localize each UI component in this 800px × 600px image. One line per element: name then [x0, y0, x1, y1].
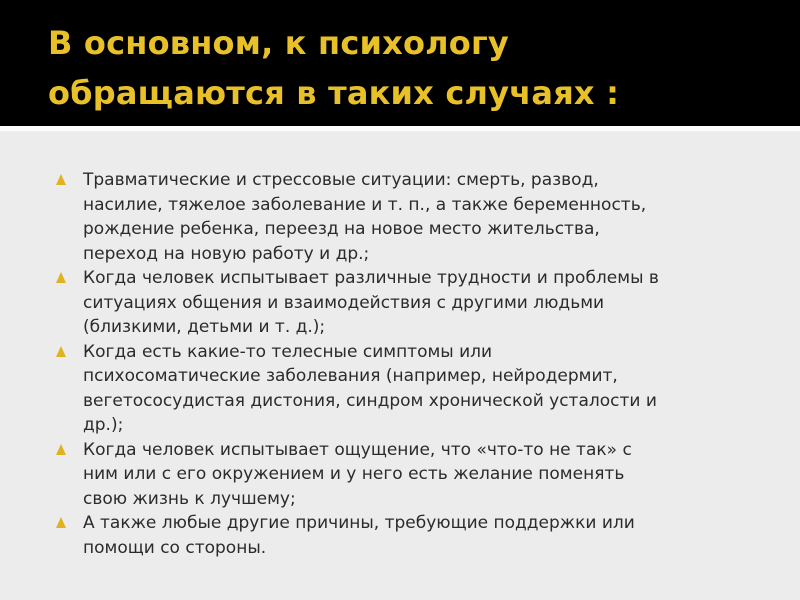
bullet-item-psychosomatic-symptoms	[56, 340, 772, 438]
bullet-line: рождение ребенка, переезд на новое место жительства,	[83, 219, 600, 239]
triangle-bullet-icon	[56, 517, 66, 528]
bullet-line: Когда человек испытывает ощущение, что «что-то не так» с	[83, 439, 632, 460]
bullet-item-communication-difficulties	[56, 266, 772, 340]
bullet-line: Травматические и стрессовые ситуации: смерть, развод,	[83, 170, 599, 190]
title-bar	[0, 0, 800, 126]
bullet-line: др.);	[83, 415, 124, 435]
bullet-line: А также любые другие причины, требующие поддержки или	[83, 513, 635, 533]
bullet-line: помощи со стороны.	[83, 537, 267, 558]
bullet-line: переход на новую работу и др.;	[83, 243, 370, 264]
slide-title	[48, 18, 768, 118]
triangle-bullet-icon	[56, 346, 66, 357]
bullet-line: Когда есть какие-то телесные симптомы или	[83, 341, 493, 362]
slide-title-line-2: обращаются в таких случаях :	[48, 74, 620, 112]
bullet-line: вегетососудистая дистония, синдром хронической усталости и	[83, 390, 657, 411]
bullet-line: Когда человек испытывает различные трудности и проблемы в	[83, 268, 659, 288]
triangle-bullet-icon	[56, 174, 66, 185]
triangle-bullet-icon	[56, 272, 66, 283]
title-divider	[0, 126, 800, 131]
bullet-item-desire-for-change	[56, 438, 772, 512]
slide-title-line-1: В основном, к психологу	[48, 24, 509, 62]
bullet-line: свою жизнь к лучшему;	[83, 488, 296, 509]
bullet-item-other-reasons	[56, 511, 772, 560]
bullet-line: ним или с его окружением и у него есть желание поменять	[83, 464, 625, 484]
bullet-line: (близкими, детьми и т. д.);	[83, 317, 326, 337]
bullet-list	[56, 168, 772, 560]
bullet-line: насилие, тяжелое заболевание и т. п., а также беременность,	[83, 194, 647, 215]
bullet-item-traumatic-situations	[56, 168, 772, 266]
bullet-line: психосоматические заболевания (например, нейродермит,	[83, 366, 618, 386]
triangle-bullet-icon	[56, 444, 66, 455]
bullet-line: ситуациях общения и взаимодействия с другими людьми	[83, 292, 605, 313]
